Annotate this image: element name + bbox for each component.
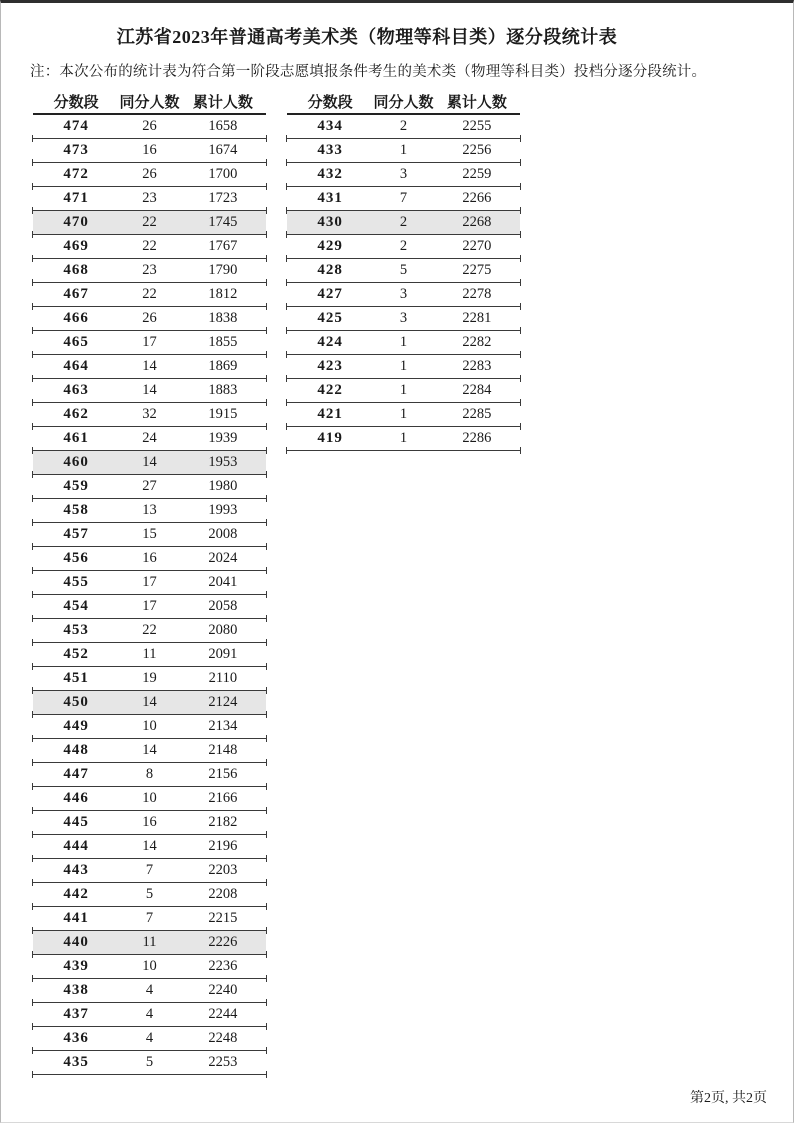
cell-cumulative-count: 1953 (208, 454, 238, 470)
cell-score-range: 436 (63, 1030, 89, 1046)
cell-cumulative-count: 2236 (208, 958, 238, 974)
table-row (33, 859, 266, 883)
cell-same-score-count: 3 (399, 310, 408, 326)
cell-cumulative-count: 2215 (208, 910, 238, 926)
cell-same-score-count: 27 (142, 478, 157, 494)
cell-score-range: 435 (63, 1054, 89, 1070)
cell-score-range: 471 (63, 190, 89, 206)
table-row (33, 835, 266, 859)
cell-same-score-count: 7 (145, 910, 154, 926)
cell-score-range: 469 (63, 238, 89, 254)
cell-same-score-count: 13 (142, 502, 157, 518)
table-row (33, 523, 266, 547)
cell-same-score-count: 1 (399, 430, 408, 446)
table-body-left (33, 115, 266, 1075)
cell-same-score-count: 14 (142, 382, 157, 398)
cell-score-range: 443 (63, 862, 89, 878)
table-row (33, 307, 266, 331)
cell-same-score-count: 24 (142, 430, 157, 446)
cell-same-score-count: 5 (145, 886, 154, 902)
cell-cumulative-count: 1700 (208, 166, 238, 182)
cell-cumulative-count: 2110 (208, 670, 238, 686)
score-table-left (33, 89, 266, 1075)
table-body-right (287, 115, 520, 451)
cell-score-range: 433 (317, 142, 343, 158)
table-row (33, 883, 266, 907)
cell-same-score-count: 7 (399, 190, 408, 206)
cell-cumulative-count: 1855 (208, 334, 238, 350)
cell-cumulative-count: 2270 (462, 238, 492, 254)
table-row (287, 187, 520, 211)
cell-same-score-count: 10 (142, 958, 157, 974)
table-row (33, 187, 266, 211)
cell-cumulative-count: 2166 (208, 790, 238, 806)
cell-same-score-count: 10 (142, 718, 157, 734)
cell-score-range: 457 (63, 526, 89, 542)
cell-score-range: 431 (317, 190, 343, 206)
cell-same-score-count: 11 (142, 646, 157, 662)
cell-same-score-count: 16 (142, 550, 157, 566)
cell-cumulative-count: 2256 (462, 142, 492, 158)
cell-score-range: 434 (317, 118, 343, 134)
cell-score-range: 430 (317, 214, 343, 230)
cell-score-range: 448 (63, 742, 89, 758)
cell-cumulative-count: 1993 (208, 502, 238, 518)
cell-same-score-count: 17 (142, 598, 157, 614)
cell-cumulative-count: 2275 (462, 262, 492, 278)
cell-score-range: 468 (63, 262, 89, 278)
table-row (33, 163, 266, 187)
cell-cumulative-count: 2196 (208, 838, 238, 854)
cell-same-score-count: 22 (142, 622, 157, 638)
cell-cumulative-count: 2203 (208, 862, 238, 878)
cell-cumulative-count: 2182 (208, 814, 238, 830)
cell-score-range: 432 (317, 166, 343, 182)
cell-same-score-count: 2 (399, 214, 408, 230)
cell-cumulative-count: 2226 (208, 934, 238, 950)
table-row (33, 715, 266, 739)
cell-same-score-count: 14 (142, 742, 157, 758)
cell-cumulative-count: 2283 (462, 358, 492, 374)
table-row (33, 139, 266, 163)
cell-score-range: 453 (63, 622, 89, 638)
cell-score-range: 452 (63, 646, 89, 662)
cell-score-range: 445 (63, 814, 89, 830)
cell-score-range: 437 (63, 1006, 89, 1022)
table-row (33, 619, 266, 643)
table-row (33, 211, 266, 235)
table-row (287, 403, 520, 427)
table-row (33, 1051, 266, 1075)
page-number: 第2页, 共2页 (690, 1091, 767, 1106)
table-row (287, 259, 520, 283)
cell-cumulative-count: 2058 (208, 598, 238, 614)
table-row (33, 1027, 266, 1051)
cell-cumulative-count: 1915 (208, 406, 238, 422)
table-row (33, 499, 266, 523)
cell-score-range: 474 (63, 118, 89, 134)
cell-same-score-count: 1 (399, 358, 408, 374)
cell-same-score-count: 14 (142, 358, 157, 374)
cell-cumulative-count: 1812 (208, 286, 238, 302)
cell-cumulative-count: 2268 (462, 214, 492, 230)
table-row (33, 235, 266, 259)
col-header-cumulative-count: 累计人数 (446, 94, 507, 111)
table-row (33, 427, 266, 451)
col-header-score-range: 分数段 (307, 94, 353, 111)
cell-same-score-count: 7 (145, 862, 154, 878)
cell-same-score-count: 3 (399, 286, 408, 302)
cell-same-score-count: 22 (142, 214, 157, 230)
cell-score-range: 463 (63, 382, 89, 398)
table-row (287, 427, 520, 451)
cell-cumulative-count: 2285 (462, 406, 492, 422)
cell-same-score-count: 22 (142, 238, 157, 254)
cell-cumulative-count: 1658 (208, 118, 238, 134)
table-row (287, 379, 520, 403)
cell-score-range: 438 (63, 982, 89, 998)
cell-score-range: 470 (63, 214, 89, 230)
cell-score-range: 472 (63, 166, 89, 182)
cell-score-range: 454 (63, 598, 89, 614)
col-header-cumulative-count: 累计人数 (192, 94, 253, 111)
cell-score-range: 451 (63, 670, 89, 686)
cell-score-range: 428 (317, 262, 343, 278)
cell-same-score-count: 19 (142, 670, 157, 686)
cell-cumulative-count: 2259 (462, 166, 492, 182)
cell-same-score-count: 26 (142, 166, 157, 182)
cell-cumulative-count: 2255 (462, 118, 492, 134)
cell-score-range: 466 (63, 310, 89, 326)
cell-score-range: 442 (63, 886, 89, 902)
cell-score-range: 444 (63, 838, 89, 854)
cell-same-score-count: 11 (142, 934, 157, 950)
table-row (287, 283, 520, 307)
cell-cumulative-count: 2148 (208, 742, 238, 758)
cell-same-score-count: 17 (142, 334, 157, 350)
cell-score-range: 422 (317, 382, 343, 398)
cell-score-range: 449 (63, 718, 89, 734)
cell-cumulative-count: 1767 (208, 238, 238, 254)
table-row (33, 739, 266, 763)
cell-cumulative-count: 2024 (208, 550, 238, 566)
cell-cumulative-count: 2244 (208, 1006, 238, 1022)
cell-cumulative-count: 1674 (208, 142, 238, 158)
table-row (33, 691, 266, 715)
table-row (33, 379, 266, 403)
cell-score-range: 419 (317, 430, 343, 446)
table-row (33, 331, 266, 355)
table-row (287, 163, 520, 187)
cell-cumulative-count: 1745 (208, 214, 238, 230)
cell-same-score-count: 1 (399, 406, 408, 422)
cell-same-score-count: 2 (399, 118, 408, 134)
table-header (33, 89, 266, 115)
page-title: 江苏省2023年普通高考美术类（物理等科目类）逐分段统计表 (116, 27, 618, 47)
table-row (33, 955, 266, 979)
cell-score-range: 427 (317, 286, 343, 302)
cell-cumulative-count: 2156 (208, 766, 238, 782)
cell-cumulative-count: 2282 (462, 334, 492, 350)
cell-cumulative-count: 2134 (208, 718, 238, 734)
cell-score-range: 467 (63, 286, 89, 302)
col-header-score-range: 分数段 (53, 94, 99, 111)
cell-score-range: 461 (63, 430, 89, 446)
table-row (287, 235, 520, 259)
cell-cumulative-count: 2240 (208, 982, 238, 998)
cell-same-score-count: 23 (142, 262, 157, 278)
cell-same-score-count: 5 (399, 262, 408, 278)
cell-same-score-count: 32 (142, 406, 157, 422)
cell-score-range: 460 (63, 454, 89, 470)
cell-score-range: 439 (63, 958, 89, 974)
cell-cumulative-count: 1790 (208, 262, 238, 278)
table-row (33, 667, 266, 691)
cell-same-score-count: 5 (145, 1054, 154, 1070)
cell-score-range: 441 (63, 910, 89, 926)
col-header-same-score-count: 同分人数 (373, 94, 434, 111)
cell-score-range: 429 (317, 238, 343, 254)
table-row (33, 1003, 266, 1027)
table-row (33, 259, 266, 283)
cell-same-score-count: 16 (142, 142, 157, 158)
cell-cumulative-count: 2124 (208, 694, 238, 710)
cell-cumulative-count: 2284 (462, 382, 492, 398)
cell-score-range: 458 (63, 502, 89, 518)
table-row (287, 331, 520, 355)
table-row (33, 811, 266, 835)
cell-same-score-count: 10 (142, 790, 157, 806)
cell-score-range: 473 (63, 142, 89, 158)
cell-same-score-count: 4 (145, 982, 154, 998)
cell-cumulative-count: 2278 (462, 286, 492, 302)
table-row (33, 355, 266, 379)
cell-same-score-count: 1 (399, 142, 408, 158)
table-row (33, 931, 266, 955)
cell-cumulative-count: 1980 (208, 478, 238, 494)
cell-cumulative-count: 1838 (208, 310, 238, 326)
table-row (33, 451, 266, 475)
cell-score-range: 462 (63, 406, 89, 422)
cell-score-range: 465 (63, 334, 89, 350)
cell-score-range: 425 (317, 310, 343, 326)
table-row (33, 907, 266, 931)
cell-cumulative-count: 2208 (208, 886, 238, 902)
cell-same-score-count: 2 (399, 238, 408, 254)
cell-cumulative-count: 2091 (208, 646, 238, 662)
cell-cumulative-count: 2281 (462, 310, 492, 326)
cell-score-range: 447 (63, 766, 89, 782)
table-row (33, 403, 266, 427)
table-row (33, 979, 266, 1003)
cell-score-range: 421 (317, 406, 343, 422)
cell-same-score-count: 3 (399, 166, 408, 182)
table-row (33, 643, 266, 667)
cell-cumulative-count: 1883 (208, 382, 238, 398)
table-row (33, 595, 266, 619)
cell-same-score-count: 15 (142, 526, 157, 542)
table-row (287, 211, 520, 235)
table-row (287, 307, 520, 331)
table-row (33, 571, 266, 595)
cell-score-range: 464 (63, 358, 89, 374)
cell-cumulative-count: 2248 (208, 1030, 238, 1046)
cell-same-score-count: 26 (142, 118, 157, 134)
table-header (287, 89, 520, 115)
cell-same-score-count: 17 (142, 574, 157, 590)
cell-cumulative-count: 2041 (208, 574, 238, 590)
cell-same-score-count: 1 (399, 334, 408, 350)
table-row (287, 115, 520, 139)
cell-score-range: 450 (63, 694, 89, 710)
col-header-same-score-count: 同分人数 (119, 94, 180, 111)
score-table-right (287, 89, 520, 451)
cell-same-score-count: 16 (142, 814, 157, 830)
cell-same-score-count: 8 (145, 766, 154, 782)
cell-cumulative-count: 2286 (462, 430, 492, 446)
note-text: 注：本次公布的统计表为符合第一阶段志愿填报条件考生的美术类（物理等科目类）投档分逐分段统计。 (30, 64, 707, 80)
cell-same-score-count: 4 (145, 1030, 154, 1046)
cell-score-range: 459 (63, 478, 89, 494)
table-row (33, 115, 266, 139)
cell-score-range: 455 (63, 574, 89, 590)
cell-cumulative-count: 1939 (208, 430, 238, 446)
cell-cumulative-count: 2080 (208, 622, 238, 638)
cell-score-range: 456 (63, 550, 89, 566)
cell-score-range: 446 (63, 790, 89, 806)
table-row (287, 139, 520, 163)
table-row (33, 763, 266, 787)
cell-cumulative-count: 2008 (208, 526, 238, 542)
table-row (287, 355, 520, 379)
cell-cumulative-count: 2253 (208, 1054, 238, 1070)
table-row (33, 547, 266, 571)
cell-cumulative-count: 1869 (208, 358, 238, 374)
cell-score-range: 440 (63, 934, 89, 950)
table-row (33, 787, 266, 811)
cell-same-score-count: 23 (142, 190, 157, 206)
cell-same-score-count: 14 (142, 694, 157, 710)
table-row (33, 475, 266, 499)
cell-same-score-count: 1 (399, 382, 408, 398)
cell-score-range: 423 (317, 358, 343, 374)
cell-cumulative-count: 2266 (462, 190, 492, 206)
cell-score-range: 424 (317, 334, 343, 350)
table-row (33, 283, 266, 307)
cell-same-score-count: 26 (142, 310, 157, 326)
cell-same-score-count: 14 (142, 454, 157, 470)
cell-cumulative-count: 1723 (208, 190, 238, 206)
cell-same-score-count: 4 (145, 1006, 154, 1022)
cell-same-score-count: 22 (142, 286, 157, 302)
cell-same-score-count: 14 (142, 838, 157, 854)
